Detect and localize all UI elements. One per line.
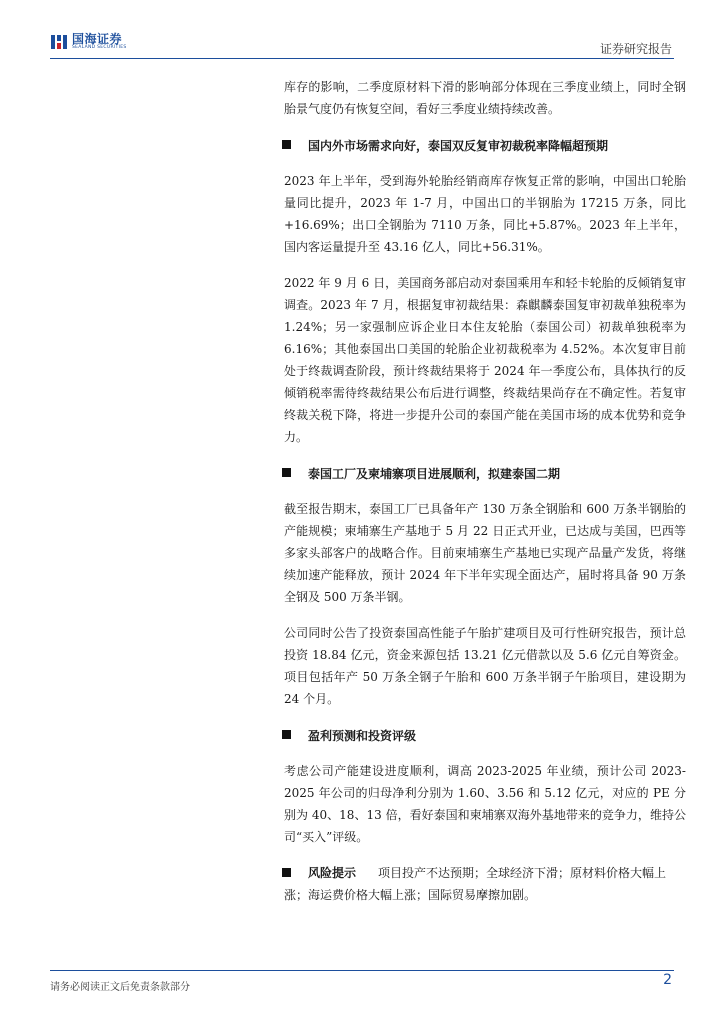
section-title: 盈利预测和投资评级 [308,728,417,743]
report-type-label: 证券研究报告 [599,42,672,56]
section-heading-factories [284,462,686,484]
bullet-square-icon [282,868,291,877]
report-body [284,76,686,906]
section-heading-market [284,134,686,156]
section-title: 泰国工厂及柬埔寨项目进展顺利，拟建泰国二期 [308,466,561,481]
footer-divider [50,970,674,971]
paragraph-earnings-forecast: 考虑公司产能建设进度顺利，调高 2023-2025 年业绩，预计公司 2023-2025 年公司的归母净利分别为 1.60、3.56 和 5.12 亿元，对应的 PE 分别为 40、18、13 倍，看好泰国和柬埔寨双海外基地带来的竞争力，维持公司“买入”评级。 [284,764,686,844]
header-divider [50,58,674,59]
company-logo [50,32,127,52]
logo-english-name: SEALAND SECURITIES [72,45,127,51]
page-header [0,0,724,60]
section-title: 国内外市场需求向好，泰国双反复审初裁税率降幅超预期 [308,138,609,153]
paragraph-antidumping-review: 2022 年 9 月 6 日，美国商务部启动对泰国乘用车和轻卡轮胎的反倾销复审调查。2023 年 7 月，根据复审初裁结果：森麒麟泰国复审初裁单独税率为 1.24%；另一家强制应诉企业日本住友轮胎（泰国公司）初裁单独税率为 6.16%；其他泰国出口美国的轮胎企业初裁税率为 4.52%。本次复审目前处于终裁调查阶段，预计终裁结果将于 2024 年一季度公布，具体执行的反倾销税率需待终裁结果公布后进行调整，终裁结果尚存在不确定性。若复审终裁关税下降，将进一步提升公司的泰国产能在美国市场的成本优势和竞争力。 [284,276,686,444]
logo-chinese-name: 国海证券 [72,32,123,47]
footer-disclaimer: 请务必阅读正文后免责条款部分 [50,982,190,993]
risk-text: 项目投产不达预期；全球经济下滑；原材料价格大幅上涨；海运费价格大幅上涨；国际贸易摩擦加剧。 [284,866,667,902]
paragraph-capacity: 截至报告期末，泰国工厂已具备年产 130 万条全钢胎和 600 万条半钢胎的产能规模；柬埔寨生产基地于 5 月 22 日正式开业，已达成与美国，巴西等多家头部客户的战略合作。目前柬埔寨生产基地已实现产品量产发货，将继续加速产能释放，预计 2024 年下半年实现全面达产，届时将具备 90 万条全钢及 500 万条半钢。 [284,502,686,604]
paragraph-investment-plan: 公司同时公告了投资泰国高性能子午胎扩建项目及可行性研究报告，预计总投资 18.84 亿元，资金来源包括 13.21 亿元借款以及 5.6 亿元自筹资金。项目包括年产 50 万条全钢子午胎和 600 万条半钢子午胎项目，建设期为 24 个月。 [284,626,686,706]
bullet-square-icon [282,140,291,149]
bullet-square-icon [282,468,291,477]
risk-warning [284,862,686,906]
risk-label: 风险提示 [308,866,357,880]
paragraph-inventory-impact: 库存的影响，二季度原材料下滑的影响部分体现在三季度业绩上，同时全钢胎景气度仍有恢复空间，看好三季度业绩持续改善。 [284,80,686,116]
section-heading-forecast [284,724,686,746]
bullet-square-icon [282,730,291,739]
page-number: 2 [663,972,672,988]
paragraph-export-volume: 2023 年上半年，受到海外轮胎经销商库存恢复正常的影响，中国出口轮胎量同比提升，2023 年 1-7 月，中国出口的半钢胎为 17215 万条，同比+16.69%；出口全钢胎为 7110 万条，同比+5.87%。2023 年上半年，国内客运量提升至 43.16 亿人，同比+56.31%。 [284,174,686,254]
sealand-logo-icon [50,33,68,51]
